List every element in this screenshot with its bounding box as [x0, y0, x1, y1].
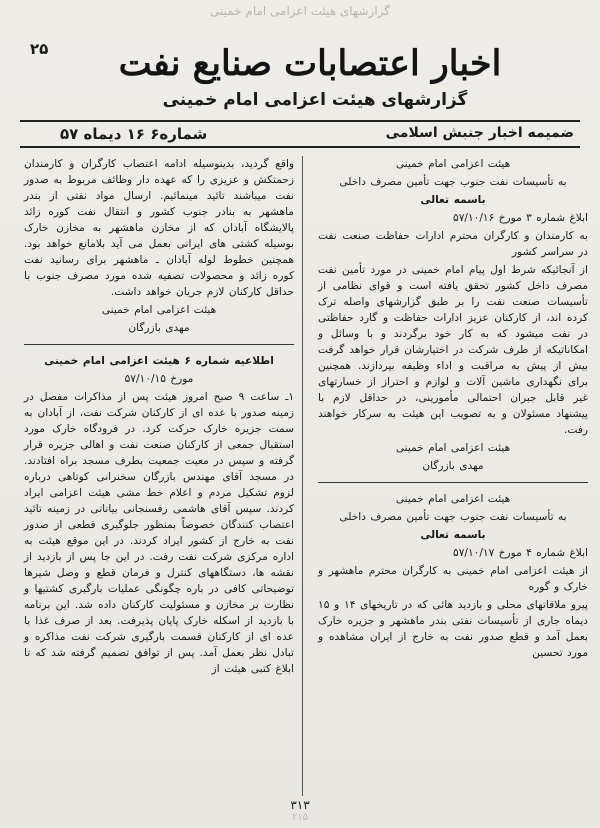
rc2-notice: ابلاغ شماره ۴ مورخ ۵۷/۱۰/۱۷ — [453, 547, 588, 559]
lc2-date: مورخ ۵۷/۱۰/۱۵ — [124, 373, 194, 385]
lc2-title: اطلاعیه شماره ۶ هیئت اعزامی امام خمینی — [44, 355, 274, 367]
rc1-heading-line1: هیئت اعزامی امام خمینی — [395, 158, 511, 170]
bleed-through-text: گزارشهای هیئت اعزامی امام خمینی — [209, 4, 391, 18]
rc1-signature-org: هیئت اعزامی امام خمینی — [395, 442, 511, 454]
rc2-heading-line1: هیئت اعزامی امام خمینی — [395, 493, 511, 505]
rc1-heading-line2: به تأسیسات نفت جنوب جهت تأمین مصرف داخلی — [339, 176, 567, 188]
issue-bar — [20, 120, 580, 148]
left-column — [24, 156, 294, 679]
lc2-body: ۱ـ ساعت ۹ صبح امروز هیئت پس از مذاکرات مفصل در زمینه صدور با عده ای از کارکنان شرکت نفت، از آبادان به سمت جزیره خارک حرکت کرد. در فرودگاه خارک مورد استقبال جمعی از کارکنان صنعت نفت و اهالی جزیره قرار گرفته و سپس در معیت جمعیت بطرف مسجد براه افتادند. در مسجد آقای مهندس بازرگان سخنرانی کوتاهی درباره لزوم تشکیل مردم و اعلام خط مشی هیئت اعزامی ایراد کردند. سپس آقای هاشمی رفسنجانی بیاناتی در زمینه تائید اعتصاب کنندگان خصوصاً بمنظور جلوگیری قطعی از صدور نفت به خارج از کشور ایراد کردند. در این موقع هیئت به اداره مرکزی شرکت نفت رفت. در این جا پس از بازدید از نقشه ها، دستگاههای کنترل و فرمان قطع و وصل شیرها توضیحاتی کافی در باره چگونگی عملیات بارگیری کشتیها و نظارت بر مخازن و مسئولیت کارکنان داده شد. این برنامه با بازدید از اسکله خارک پایان پذیرفت. بعد از صرف غذا با عده ای از کارکنان قسمت بارگیری شرکت نفت مذاکره و تبادل نظر بعمل آمد. پس از توافق تصمیم گرفته شد که تا ابلاغ کتبی هیئت از — [24, 391, 295, 675]
masthead-subtitle: گزارشهای هیئت اعزامی امام خمینی — [162, 90, 468, 110]
rc2-body: پیرو ملاقاتهای محلی و بازدید هائی که در تاریخهای ۱۴ و ۱۵ دیماه جاری از تأسیسات نفتی بندر ماهشهر و جزیره خارک بعمل آمد و قطع صدور نفت به خارج از ایران مشاهده و مورد تحسین — [318, 599, 588, 659]
bottom-page-number: ۳۱۳ — [290, 798, 310, 812]
rc1-invocation: باسمه تعالی — [420, 194, 486, 206]
rc1-signature-name: مهدی بازرگان — [422, 460, 484, 472]
issue-number-date: شماره۶ ۱۶ دیماه ۵۷ — [60, 125, 208, 143]
rc1-notice: ابلاغ شماره ۳ مورخ ۵۷/۱۰/۱۶ — [453, 212, 588, 224]
section-divider — [24, 344, 294, 345]
lc1-body: واقع گردید، بدینوسیله ادامه اعتصاب کارگران و کارمندان زحمتکش و عزیزی را که عهده دار وظائف مربوط به صدور نفت میباشند تائید مینمائیم. ارسال مواد نفتی از بندر ماهشهر به بنادر جنوب کشور و انتقال نفت کوره زائد پالایشگاه آبادان که از مخازن ماهشهر به مخازن خارک بوسیله کشتی های ایرانی بعمل می آید بلامانع خواهد بود. همچنین خطوط لوله آبادان ـ ماهشهر برای رسانید نفت کوره زائد و محصولات تصفیه شده مورد مصرف جنوب با حداقل کارکنان لازم جریان خواهد داشت. — [24, 158, 294, 298]
column-rule — [302, 156, 303, 796]
lc1-signature-org: هیئت اعزامی امام خمینی — [101, 304, 217, 316]
masthead-title: اخبار اعتصابات صنایع نفت — [118, 43, 502, 84]
rc2-addressee: از هیئت اعزامی امام خمینی به کارگران محترم ماهشهر و خارک و گوره — [318, 565, 588, 593]
rc2-invocation: باسمه تعالی — [420, 529, 486, 541]
supplement-label: ضمیمه اخبار جنبش اسلامی — [385, 125, 574, 141]
rc1-addressee: به کارمندان و کارگران محترم ادارات حفاظت صنعت نفت در سراسر کشور — [318, 230, 588, 258]
right-column — [318, 156, 588, 663]
bottom-bleed-number: ۲۱۵ — [291, 812, 309, 823]
rc2-heading-line2: به تأسیسات نفت جنوب جهت تأمین مصرف داخلی — [339, 511, 567, 523]
lc1-signature-name: مهدی بازرگان — [128, 322, 190, 334]
section-divider — [318, 482, 588, 483]
page-number: ۲۵ — [30, 40, 49, 58]
rc1-body: از آنجائیکه شرط اول پیام امام خمینی در مورد تأمین نفت مصرف داخل کشور تحقق یافته است و قوای نظامی از تأسیسات صنعت نفت را بر طبق گزارشهای واصله ترک کرده اند، از کارکنان عزیز ادارات حفاظت و گارد حفاظتی در نفت میشود که به کار خود برگردند و با وسائل و امکاناتیکه از طرف شرکت در اختیارشان قرار خواهد گرفت بیش از پیش به مراقبت و اداء وظیفه بپردازند. همچنین برای نگهداری ماشین آلات و لوازم و احتراز از خسارتهای غیر قابل جبران احتمالی مأمورینی، در حداقل لازم با پیشنهاد مسئولان و به تصویب این هیئت به سرکار خواهند رفت. — [318, 264, 588, 436]
